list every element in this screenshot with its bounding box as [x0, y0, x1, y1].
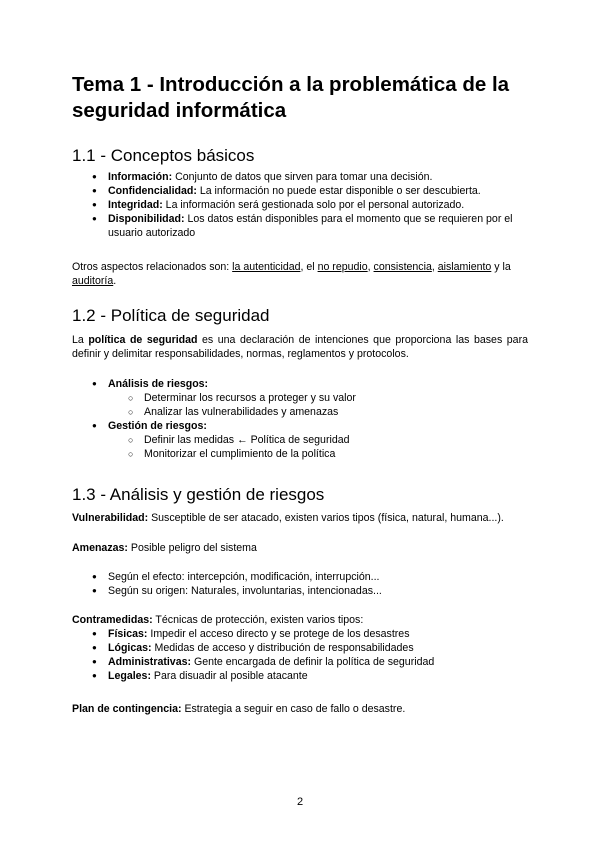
politica-paragraph [72, 333, 528, 361]
term: Administrativas: [108, 656, 192, 668]
list-item [92, 184, 528, 198]
term: Físicas: [108, 628, 148, 640]
text: Estrategia a seguir en caso de fallo o desastre. [181, 703, 406, 715]
section-heading-politica: 1.2 - Política de seguridad [72, 306, 270, 325]
term: política de seguridad [88, 334, 198, 346]
text: , [431, 261, 438, 273]
definition: Medidas de acceso y distribución de responsabilidades [151, 642, 414, 654]
definition: La información será gestionada solo por el personal autorizado. [162, 199, 465, 211]
text: y la [491, 261, 511, 273]
document-title: Tema 1 - Introducción a la problemática de la seguridad informática [72, 73, 510, 122]
definition: Impedir el acceso directo y se protege de los desastres [147, 628, 410, 640]
text: , [367, 261, 374, 273]
list-item [92, 655, 528, 669]
list-item [92, 198, 528, 212]
definition: Gente encargada de definir la política de seguridad [191, 656, 435, 668]
sub-list-item: ○ Definir las medidas ← Política de seguridad [128, 433, 528, 447]
list-item [92, 419, 528, 461]
list-item [92, 170, 528, 184]
term: Análisis de riesgos: [108, 378, 209, 390]
definition: La información no puede estar disponible o ser descubierta. [196, 185, 481, 197]
definition: Para disuadir al posible atacante [150, 670, 308, 682]
text: Otros aspectos relacionados son: [72, 261, 233, 273]
term: Integridad: [108, 199, 163, 211]
sub-list [108, 391, 528, 419]
amenazas-list [92, 570, 528, 598]
text: Posible peligro del sistema [127, 542, 257, 554]
otros-aspectos-paragraph [72, 260, 528, 288]
list-item [92, 377, 528, 419]
underlined-term: la autenticidad [232, 261, 301, 273]
sub-list [108, 433, 528, 461]
list-item [92, 669, 528, 683]
text: . [113, 275, 117, 287]
list-item [92, 627, 528, 641]
term: Confidencialidad: [108, 185, 197, 197]
vulnerabilidad-paragraph [72, 511, 528, 525]
definition: Los datos están disponibles para el momento que se requieren por el usuario autorizado [108, 213, 513, 239]
text: Susceptible de ser atacado, existen varios tipos (física, natural, humana...). [148, 512, 504, 524]
amenazas-paragraph [72, 541, 528, 555]
text: , el [300, 261, 318, 273]
sub-list-item: ○ Determinar los recursos a proteger y su valor [128, 391, 528, 405]
conceptos-list [92, 170, 528, 240]
text: Técnicas de protección, existen varios tipos: [152, 614, 364, 626]
definition: Conjunto de datos que sirven para tomar una decisión. [172, 171, 433, 183]
sub-list-item: ○ Analizar las vulnerabilidades y amenazas [128, 405, 528, 419]
list-item [92, 641, 528, 655]
plan-contingencia-paragraph [72, 702, 528, 716]
sub-list-item: ○ Monitorizar el cumplimiento de la política [128, 447, 528, 461]
term: Disponibilidad: [108, 213, 185, 225]
underlined-term: consistencia [373, 261, 432, 273]
list-item: ● Según el efecto: intercepción, modificación, interrupción... [92, 570, 528, 584]
underlined-term: no repudio [317, 261, 368, 273]
term: Contramedidas: [72, 614, 153, 626]
contramedidas-list [92, 627, 528, 683]
term: Plan de contingencia: [72, 703, 182, 715]
section-heading-analisis: 1.3 - Análisis y gestión de riesgos [72, 485, 325, 504]
underlined-term: auditoría [72, 275, 114, 287]
section-heading-conceptos: 1.1 - Conceptos básicos [72, 146, 255, 165]
page-number: 2 [296, 796, 304, 808]
term: Amenazas: [72, 542, 128, 554]
contramedidas-paragraph [72, 613, 528, 627]
list-item [92, 212, 528, 240]
politica-list [92, 377, 528, 461]
term: Legales: [108, 670, 151, 682]
term: Vulnerabilidad: [72, 512, 149, 524]
underlined-term: aislamiento [437, 261, 492, 273]
term: Gestión de riesgos: [108, 420, 207, 432]
text: La [72, 334, 89, 346]
term: Información: [108, 171, 173, 183]
list-item: ● Según su origen: Naturales, involuntarias, intencionadas... [92, 584, 528, 598]
text: es una declaración de intenciones que proporciona las bases para definir y delimitar responsabilidades, normas, reglamentos y protocolos. [72, 334, 528, 360]
term: Lógicas: [108, 642, 152, 654]
